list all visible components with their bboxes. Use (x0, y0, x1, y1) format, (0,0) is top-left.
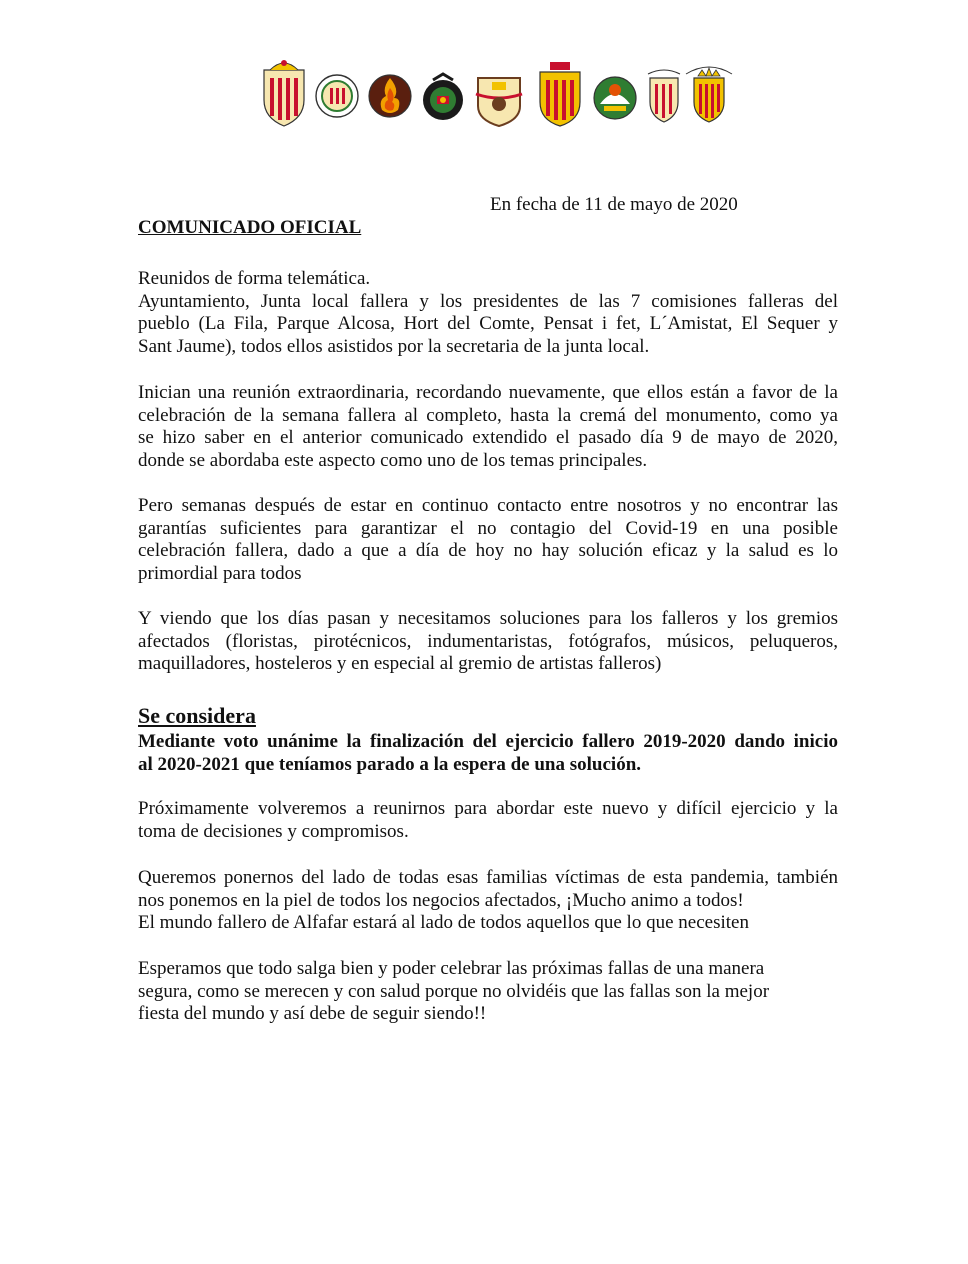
falla-logo-5 (472, 70, 526, 128)
text-line: Reunidos de forma telemática. (138, 268, 371, 289)
falla-logo-6 (534, 62, 586, 128)
text-line: Próximamente volveremos a reunirnos para abordar este nuevo y difícil ejercicio y la (138, 798, 838, 819)
text-line: segura, como se merecen y con salud porque no olvidéis que las fallas son la mejor (138, 980, 770, 1002)
paragraph-closing (138, 958, 838, 1026)
text-line: Esperamos que todo salga bien y poder celebrar las próximas fallas de una manera (138, 958, 765, 979)
text-line: primordial para todos (138, 562, 302, 584)
falla-logo-7 (590, 68, 640, 126)
paragraph-next-meeting (138, 798, 838, 843)
paragraph-covid (138, 495, 838, 585)
text-line: pueblo (La Fila, Parque Alcosa, Hort del Comte, Pensat i fet, L´Amistat, El Sequer y (138, 313, 838, 335)
text-line: maquilladores, hosteleros y en especial al gremio de artistas falleros) (138, 653, 662, 675)
text-line: Pero semanas después de estar en continuo contacto entre nosotros y no encontrar las (138, 495, 838, 516)
falla-logo-4 (420, 70, 466, 126)
paragraph-meeting (138, 268, 838, 358)
text-line: fiesta del mundo y así debe de seguir siendo!! (138, 1003, 487, 1025)
paragraph-extraordinary-meeting (138, 382, 838, 472)
falla-logo-9 (682, 60, 736, 130)
text-line: garantías suficientes para garantizar el no contagio del Covid-19 en una posible (138, 517, 838, 539)
falla-logo-1 (258, 56, 310, 128)
text-line: Inician una reunión extraordinaria, recordando nuevamente, que ellos están a favor de la (138, 382, 838, 403)
paragraph-support (138, 867, 838, 935)
text-line: celebración fallera, dado a que a día de hoy no hay solución eficaz y la salud es lo (138, 540, 838, 562)
falla-logo-8 (644, 64, 684, 126)
text-line: celebración de la semana fallera al completo, hasta la cremá del monumento, como ya (138, 404, 838, 426)
text-line: afectados (floristas, pirotécnicos, indumentaristas, fotógrafos, músicos, peluqueros, (138, 630, 838, 652)
falla-logo-3 (366, 68, 414, 126)
text-line: Ayuntamiento, Junta local fallera y los presidentes de las 7 comisiones falleras del (138, 290, 838, 312)
paragraph-guilds (138, 608, 838, 676)
document-title: COMUNICADO OFICIAL (138, 217, 362, 238)
date-line: En fecha de 11 de mayo de 2020 (490, 194, 738, 215)
decision-statement (138, 731, 838, 776)
text-line: nos ponemos en la piel de todos los negocios afectados, ¡Mucho animo a todos! (138, 889, 744, 911)
text-line: al 2020-2021 que teníamos parado a la espera de una solución. (138, 753, 642, 775)
section-heading: Se considera (138, 703, 256, 728)
text-line: Sant Jaume), todos ellos asistidos por la secretaria de la junta local. (138, 335, 650, 357)
text-line: toma de decisiones y compromisos. (138, 820, 409, 842)
text-line: Queremos ponernos del lado de todas esas familias víctimas de esta pandemia, también (138, 867, 838, 888)
falla-logos-row (256, 56, 736, 132)
falla-logo-2 (314, 66, 360, 126)
text-line: Mediante voto unánime la finalización del ejercicio fallero 2019-2020 dando inicio (138, 731, 838, 752)
text-line: El mundo fallero de Alfafar estará al lado de todos aquellos que lo que necesiten (138, 912, 749, 934)
text-line: Y viendo que los días pasan y necesitamos soluciones para los falleros y los gremios (138, 608, 838, 629)
text-line: donde se abordaba este aspecto como uno de los temas principales. (138, 449, 648, 471)
text-line: se hizo saber en el anterior comunicado extendido el pasado día 9 de mayo de 2020, (138, 427, 838, 449)
